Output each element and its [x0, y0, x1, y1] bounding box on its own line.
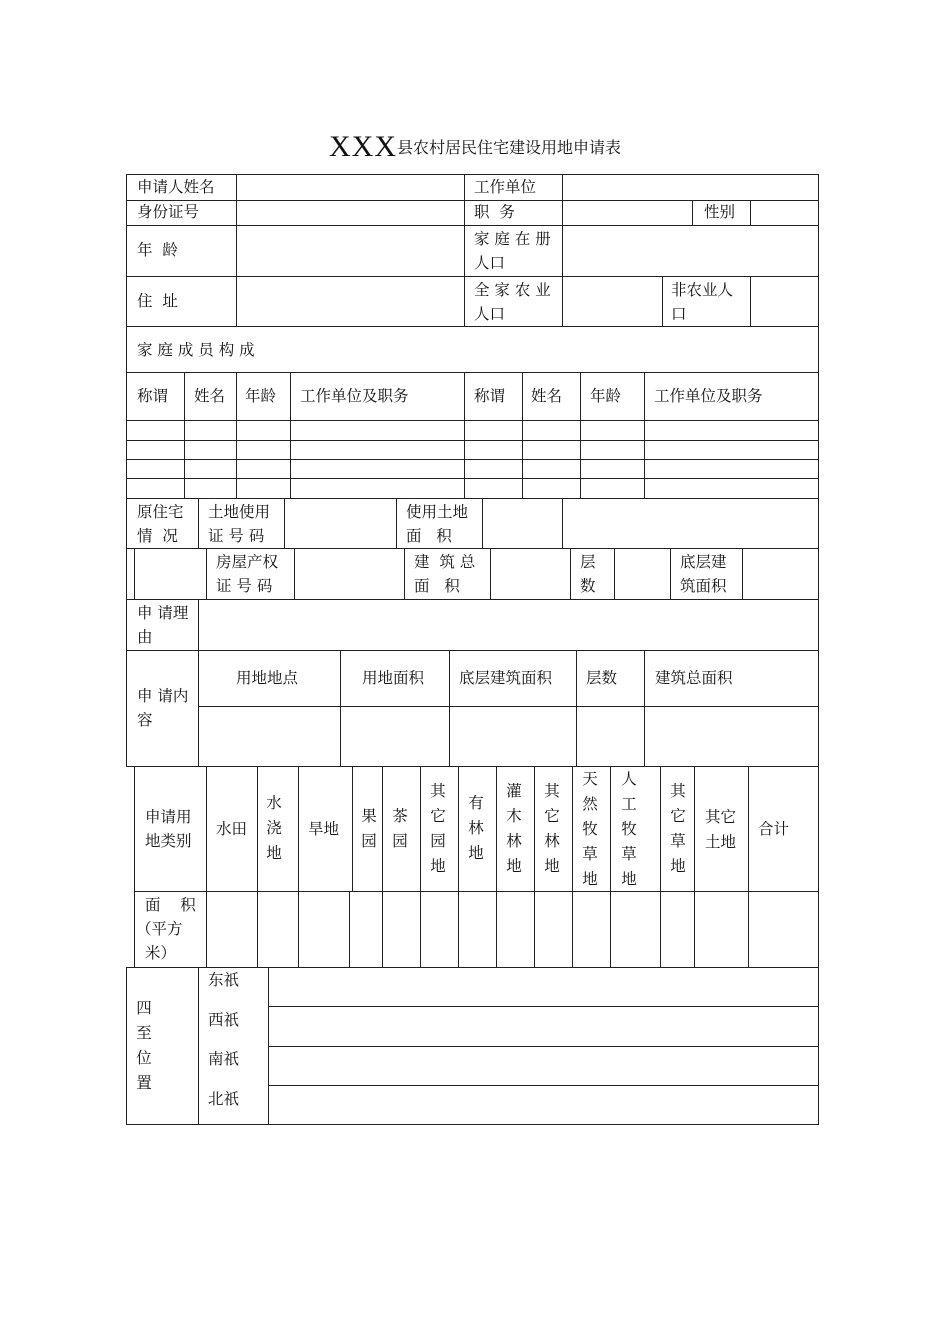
land-type-other-forest: 其它林地	[544, 782, 560, 875]
land-type-other-grassland: 其它草地	[670, 782, 686, 875]
family-col-name-2: 姓名	[531, 387, 563, 405]
land-type-artificial-grassland: 人工牧草地	[621, 770, 637, 888]
original-house-label-line2: 情 况	[137, 527, 178, 545]
land-type-paddy: 水田	[216, 820, 248, 838]
title-main: 县农村居民住宅建设用地申请表	[396, 138, 621, 157]
family-col-relation-2: 称谓	[474, 387, 506, 405]
content-col-location: 用地地点	[236, 669, 299, 687]
land-type-other-garden: 其它园地	[430, 782, 446, 875]
content-col-ground-area: 底层建筑面积	[459, 669, 553, 687]
land-type-tea-garden: 茶园	[392, 807, 408, 850]
land-area-label-line1: 使用土地	[406, 503, 469, 521]
work-unit-label: 工作单位	[474, 178, 537, 196]
land-type-orchard: 果园	[361, 807, 377, 850]
boundaries-label: 四至位置	[136, 999, 152, 1092]
land-type-dryland: 旱地	[308, 820, 340, 838]
build-area-label-line2: 面 积	[414, 577, 460, 595]
land-type-shrub-forest: 灌木林地	[506, 782, 522, 875]
content-label-line2: 容	[137, 711, 153, 729]
ground-area-label-line1: 底层建	[680, 553, 727, 571]
gender-label: 性别	[704, 203, 736, 221]
content-col-total-area: 建筑总面积	[655, 669, 733, 687]
land-type-total: 合计	[758, 820, 790, 838]
content-label-line1: 申 请内	[137, 687, 189, 705]
family-col-work-2: 工作单位及职务	[654, 387, 763, 405]
position-label: 职 务	[474, 203, 515, 221]
original-house-label-line1: 原住宅	[137, 503, 184, 521]
applicant-name-label: 申请人姓名	[137, 178, 215, 196]
document-title	[0, 132, 950, 163]
area-label-line1: 面 积	[145, 896, 196, 914]
agri-population-label-line2: 人口	[474, 305, 506, 323]
land-area-label-line2: 面 积	[406, 527, 452, 545]
family-col-age: 年龄	[245, 387, 277, 405]
land-type-label-line1: 申请用	[145, 808, 192, 826]
land-cert-label-line1: 土地使用	[208, 503, 271, 521]
family-col-work: 工作单位及职务	[300, 387, 409, 405]
reason-label-line1: 申 请理	[137, 604, 189, 622]
nonagri-population-label-line2: 口	[671, 305, 687, 323]
land-cert-label-line2: 证 号 码	[208, 527, 265, 545]
reason-label-line2: 由	[137, 628, 153, 646]
area-label-line2: （平方	[136, 920, 183, 938]
agri-population-label-line1: 全 家 农 业	[474, 281, 551, 299]
content-col-land-area: 用地面积	[362, 669, 425, 687]
boundary-east: 东祇	[208, 971, 240, 989]
id-number-label: 身份证号	[137, 203, 200, 221]
nonagri-population-label-line1: 非农业人	[671, 281, 734, 299]
build-area-label-line1: 建 筑 总	[414, 553, 476, 571]
floors-label-line2: 数	[580, 577, 596, 595]
area-label-line3: 米）	[145, 944, 177, 962]
address-label: 住 址	[137, 292, 178, 310]
age-label: 年 龄	[137, 241, 178, 259]
household-label-line2: 人口	[474, 254, 506, 272]
family-col-age-2: 年龄	[590, 387, 622, 405]
boundary-west: 西祇	[208, 1011, 240, 1029]
content-col-floors: 层数	[586, 669, 618, 687]
household-label-line1: 家 庭 在 册	[474, 230, 551, 248]
property-cert-label-line2: 证 号 码	[216, 577, 273, 595]
title-prefix: XXX	[328, 130, 397, 163]
floors-label-line1: 层	[580, 553, 596, 571]
land-type-natural-grassland: 天然牧草地	[582, 770, 598, 888]
land-type-label-line2: 地类别	[145, 832, 192, 850]
land-type-forest: 有林地	[468, 794, 484, 862]
family-col-name: 姓名	[194, 387, 226, 405]
boundary-south: 南祇	[208, 1050, 240, 1068]
property-cert-label-line1: 房屋产权	[216, 553, 279, 571]
family-col-relation: 称谓	[137, 387, 169, 405]
family-section-label: 家 庭 成 员 构 成	[137, 341, 255, 359]
land-type-other-land: 其它土地	[705, 808, 737, 851]
land-type-irrigated: 水浇地	[266, 794, 282, 862]
ground-area-label-line2: 筑面积	[680, 577, 727, 595]
boundary-north: 北祇	[208, 1090, 240, 1108]
